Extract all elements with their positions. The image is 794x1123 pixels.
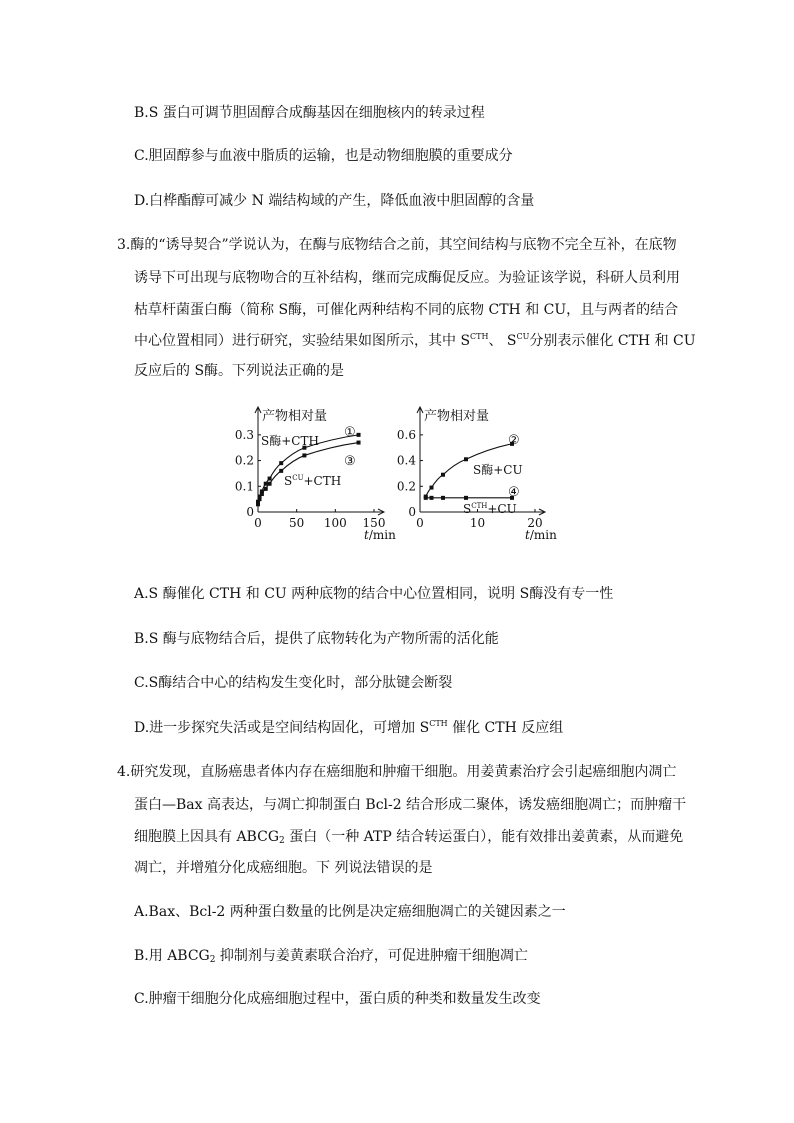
q3-stem-line-4 — [134, 331, 696, 351]
series-2-point — [258, 497, 262, 501]
series-2-point — [279, 469, 283, 473]
q4-stem-line-3-a: 细胞膜上因具有 ABCG — [134, 829, 280, 845]
q4-option-b-b: 抑制剂与姜黄素联合治疗，可促进肿瘤干细胞凋亡 — [215, 948, 528, 964]
x-tick-label: 100 — [323, 516, 347, 530]
q3-stem-line-5: 反应后的 S酶。下列说法正确的是 — [134, 363, 345, 379]
series-1-label: S酶+CTH — [261, 434, 319, 448]
series-2-point — [441, 496, 445, 500]
y-tick-label: 0.2 — [234, 453, 254, 468]
series-1-point — [268, 477, 272, 481]
series-2-point — [302, 453, 306, 457]
sub-2: 2 — [279, 836, 285, 846]
q4-option-a: A.Bax、Bcl-2 两种蛋白数量的比例是决定癌细胞凋亡的关键因素之一 — [134, 904, 566, 920]
q3-option-d — [134, 718, 563, 738]
q3-option-a: A.S 酶催化 CTH 和 CU 两种底物的结合中心位置相同，说明 S酶没有专一性 — [134, 586, 614, 602]
q4-option-c: C.肿瘤干细胞分化成癌细胞过程中，蛋白质的种类和数量发生改变 — [134, 991, 541, 1007]
series-2-marker: ③ — [344, 454, 356, 469]
chart-s-enzyme-cth — [222, 404, 396, 556]
option-prev-d: D.白桦酯醇可减少 N 端结构域的产生，降低血液中胆固醇的含量 — [134, 193, 535, 209]
q3-option-d-a: D.进一步探究失活或是空间结构固化，可增加 S — [134, 720, 430, 736]
series-1-point — [279, 461, 283, 465]
series-1-point — [430, 486, 434, 490]
series-1-label: S酶+CU — [473, 463, 523, 477]
series-2-point — [264, 487, 268, 491]
q4-stem-line-3 — [134, 827, 683, 847]
series-1-marker: ① — [344, 425, 356, 440]
q3-option-c: C.S酶结合中心的结构发生变化时，部分肽键会断裂 — [134, 675, 453, 691]
series-2-marker: ④ — [508, 485, 520, 500]
series-2-point — [260, 492, 264, 496]
q4-option-b-a: B.用 ABCG — [134, 948, 210, 964]
x-tick-label: 10 — [469, 516, 486, 530]
y-tick-label: 0.1 — [234, 479, 254, 494]
series-1-point — [357, 433, 361, 437]
series-1-point — [441, 473, 445, 477]
y-axis-label: 产物相对量 — [262, 409, 328, 424]
q3-stem-line-2: 诱导下可出现与底物吻合的互补结构，继而完成酶促反应。为验证该学说，科研人员利用 — [134, 270, 680, 286]
option-prev-c: C.胆固醇参与血液中脂质的运输，也是动物细胞膜的重要成分 — [134, 148, 513, 164]
q4-option-b — [134, 946, 528, 966]
q3-stem-line-4-a: 中心位置相同）进行研究，实验结果如图所示，其中 S — [134, 333, 471, 349]
y-tick-label: 0 — [246, 505, 254, 519]
series-2-point — [357, 441, 361, 445]
sup-cth-d: CTH — [429, 719, 448, 728]
q3-option-d-b: 催化 CTH 反应组 — [447, 720, 564, 736]
x-tick-label: 150 — [362, 516, 386, 530]
y-tick-label: 0 — [408, 505, 416, 519]
y-axis-label: 产物相对量 — [424, 409, 490, 424]
series-2-point — [268, 482, 272, 486]
option-prev-b: B.S 蛋白可调节胆固醇合成酶基因在细胞核内的转录过程 — [134, 105, 485, 121]
series-2-label: $S^{CTH}+CU$ — [463, 502, 517, 516]
q4-stem-line-1: 4.研究发现，直肠癌患者体内存在癌细胞和肿瘤干细胞。用姜黄素治疗会引起癌细胞内凋亡 — [117, 764, 677, 780]
q4-stem-line-2: 蛋白—Bax 高表达，与凋亡抑制蛋白 Bcl-2 结合形成二聚体，诱发癌细胞凋亡；而肿瘤干 — [134, 797, 687, 813]
series-2-point — [430, 496, 434, 500]
sup-cu: CU — [516, 332, 530, 341]
y-tick-label: 0.2 — [396, 479, 416, 494]
y-tick-label: 0.6 — [396, 427, 416, 442]
x-axis-label: t/min — [364, 528, 396, 542]
series-1-point — [464, 457, 468, 461]
q4-stem-line-3-b: 蛋白（一种 ATP 结合转运蛋白），能有效排出姜黄素，从而避免 — [284, 829, 684, 845]
q3-stem-line-3: 枯草杆菌蛋白酶（简称 S酶，可催化两种结构不同的底物 CTH 和 CU，且与两者的结合 — [134, 302, 679, 318]
q3-stem-line-4-c: 分别表示催化 CTH 和 CU — [529, 333, 696, 349]
series-1-point — [264, 482, 268, 486]
x-tick-label: 0 — [254, 516, 262, 530]
series-2-point — [464, 496, 468, 500]
sub-2-b: 2 — [209, 955, 216, 965]
q3-stem-line-1: 3.酶的“诱导契合”学说认为，在酶与底物结合之前，其空间结构与底物不完全互补，在底物 — [117, 237, 677, 253]
sup-cth: CTH — [470, 332, 489, 341]
series-2-label: $S^{CU}+CTH$ — [284, 474, 342, 488]
q4-stem-line-4: 凋亡，并增殖分化成癌细胞。下 列说法错误的是 — [134, 860, 433, 876]
q3-stem-line-4-b: 、 S — [488, 333, 517, 349]
x-tick-label: 50 — [289, 516, 305, 530]
x-tick-label: 20 — [527, 516, 543, 530]
x-axis-label: t/min — [525, 528, 557, 542]
series-2-point — [256, 502, 260, 506]
y-tick-label: 0.3 — [234, 427, 254, 442]
x-tick-label: 0 — [416, 516, 424, 530]
chart-s-enzyme-cu — [396, 404, 565, 556]
series-2-point — [424, 496, 428, 500]
series-1-marker: ② — [508, 433, 520, 448]
q3-option-b: B.S 酶与底物结合后，提供了底物转化为产物所需的活化能 — [134, 631, 499, 647]
y-tick-label: 0.4 — [396, 453, 416, 468]
